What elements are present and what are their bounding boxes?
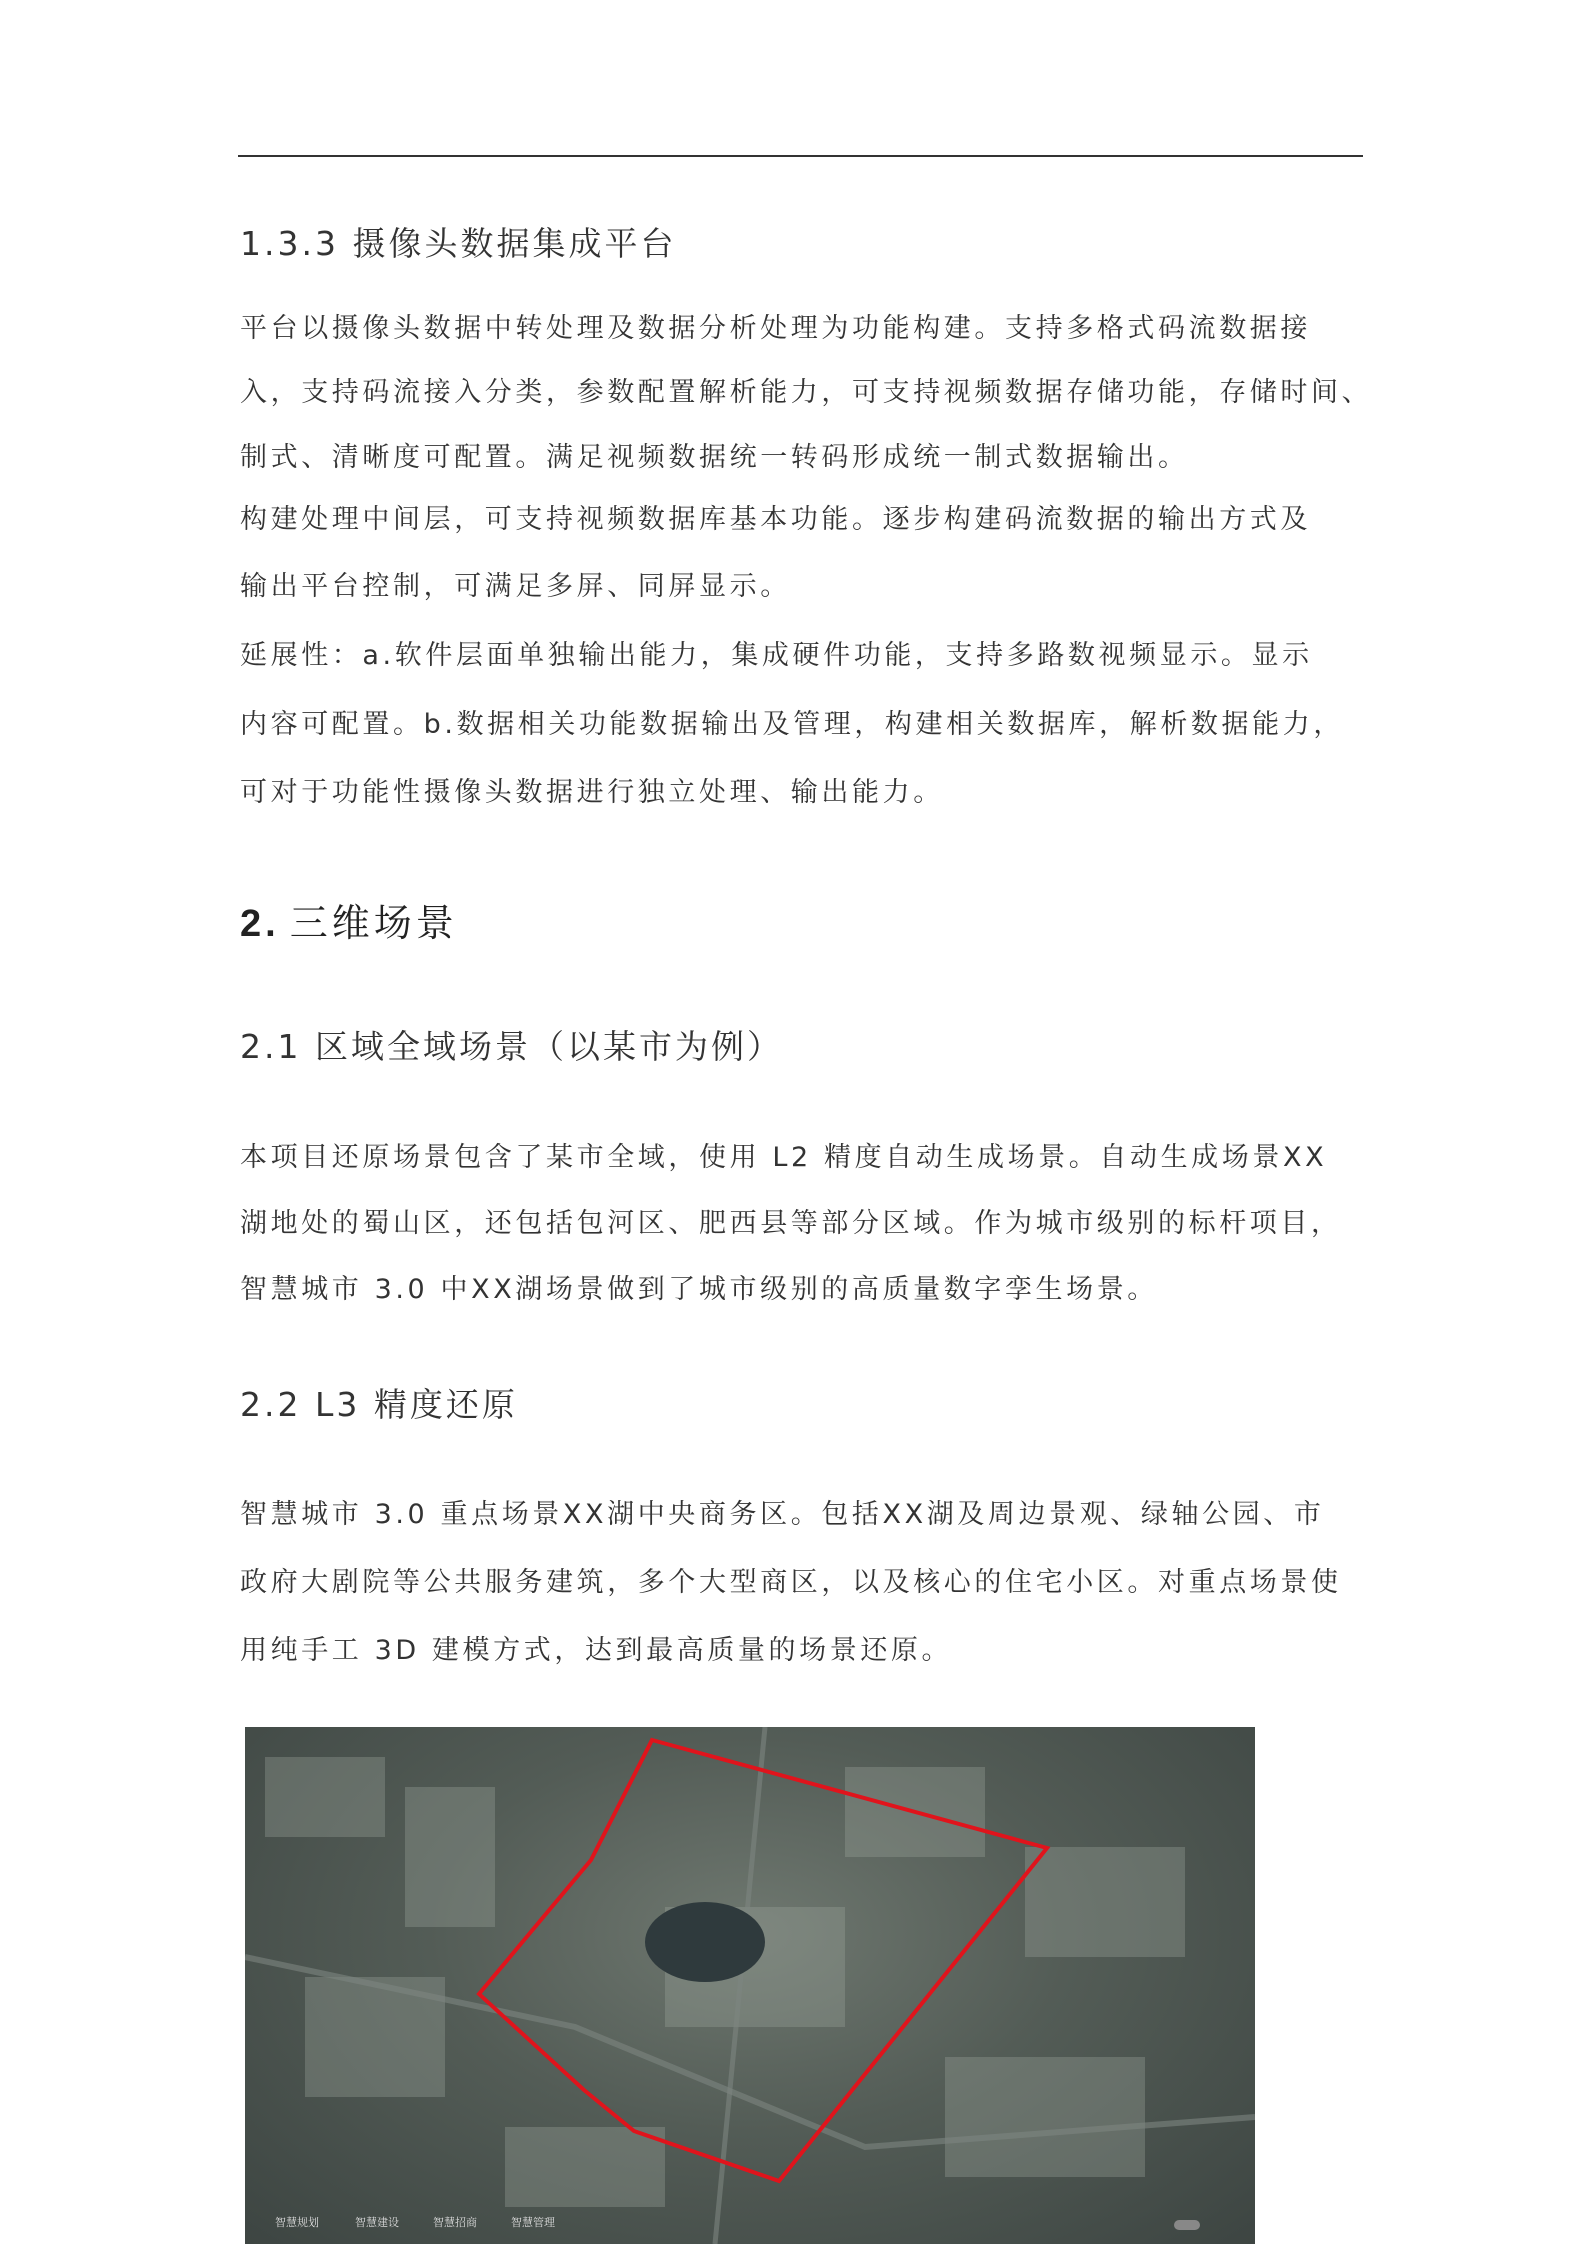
text-line: 构建处理中间层，可支持视频数据库基本功能。逐步构建码流数据的输出方式及 bbox=[240, 504, 1311, 535]
map-overlay bbox=[245, 1727, 1255, 2244]
map-tab[interactable]: 智慧建设 bbox=[355, 2216, 399, 2229]
aerial-map-image bbox=[245, 1727, 1255, 2244]
header-rule bbox=[238, 155, 1363, 157]
lake bbox=[645, 1902, 765, 1982]
heading-2-1: 2.1 区域全域场景（以某市为例） bbox=[240, 1027, 783, 1066]
heading-2 bbox=[240, 892, 458, 947]
text-line: 政府大剧院等公共服务建筑，多个大型商区，以及核心的住宅小区。对重点场景使 bbox=[240, 1567, 1342, 1598]
text-line: 制式、清晰度可配置。满足视频数据统一转码形成统一制式数据输出。 bbox=[240, 442, 1189, 473]
text-line: 内容可配置。b.数据相关功能数据输出及管理，构建相关数据库，解析数据能力， bbox=[240, 709, 1344, 740]
text-line: 湖地处的蜀山区，还包括包河区、肥西县等部分区域。作为城市级别的标杆项目， bbox=[240, 1208, 1342, 1239]
map-tab[interactable]: 智慧规划 bbox=[275, 2216, 319, 2229]
map-tab[interactable]: 智慧招商 bbox=[433, 2216, 477, 2229]
heading-title: 三维场景 bbox=[289, 901, 458, 945]
text-line: 本项目还原场景包含了某市全域，使用 L2 精度自动生成场景。自动生成场景XX bbox=[240, 1142, 1328, 1173]
text-line: 输出平台控制，可满足多屏、同屏显示。 bbox=[240, 571, 791, 602]
heading-2-2: 2.2 L3 精度还原 bbox=[240, 1385, 518, 1424]
heading-number: 2. bbox=[240, 903, 280, 945]
text-line: 延展性：a.软件层面单独输出能力，集成硬件功能，支持多路数视频显示。显示 bbox=[240, 640, 1313, 671]
text-line: 平台以摄像头数据中转处理及数据分析处理为功能构建。支持多格式码流数据接 bbox=[240, 313, 1311, 344]
map-tab[interactable]: 智慧管理 bbox=[511, 2216, 555, 2229]
text-line: 智慧城市 3.0 重点场景XX湖中央商务区。包括XX湖及周边景观、绿轴公园、市 bbox=[240, 1499, 1325, 1530]
text-line: 可对于功能性摄像头数据进行独立处理、输出能力。 bbox=[240, 777, 944, 808]
map-toggle[interactable] bbox=[1174, 2220, 1200, 2230]
heading-1-3-3: 1.3.3 摄像头数据集成平台 bbox=[240, 224, 677, 263]
text-line: 智慧城市 3.0 中XX湖场景做到了城市级别的高质量数字孪生场景。 bbox=[240, 1274, 1158, 1305]
text-line: 用纯手工 3D 建模方式，达到最高质量的场景还原。 bbox=[240, 1635, 953, 1666]
text-line: 入，支持码流接入分类，参数配置解析能力，可支持视频数据存储功能，存储时间、 bbox=[240, 377, 1373, 408]
